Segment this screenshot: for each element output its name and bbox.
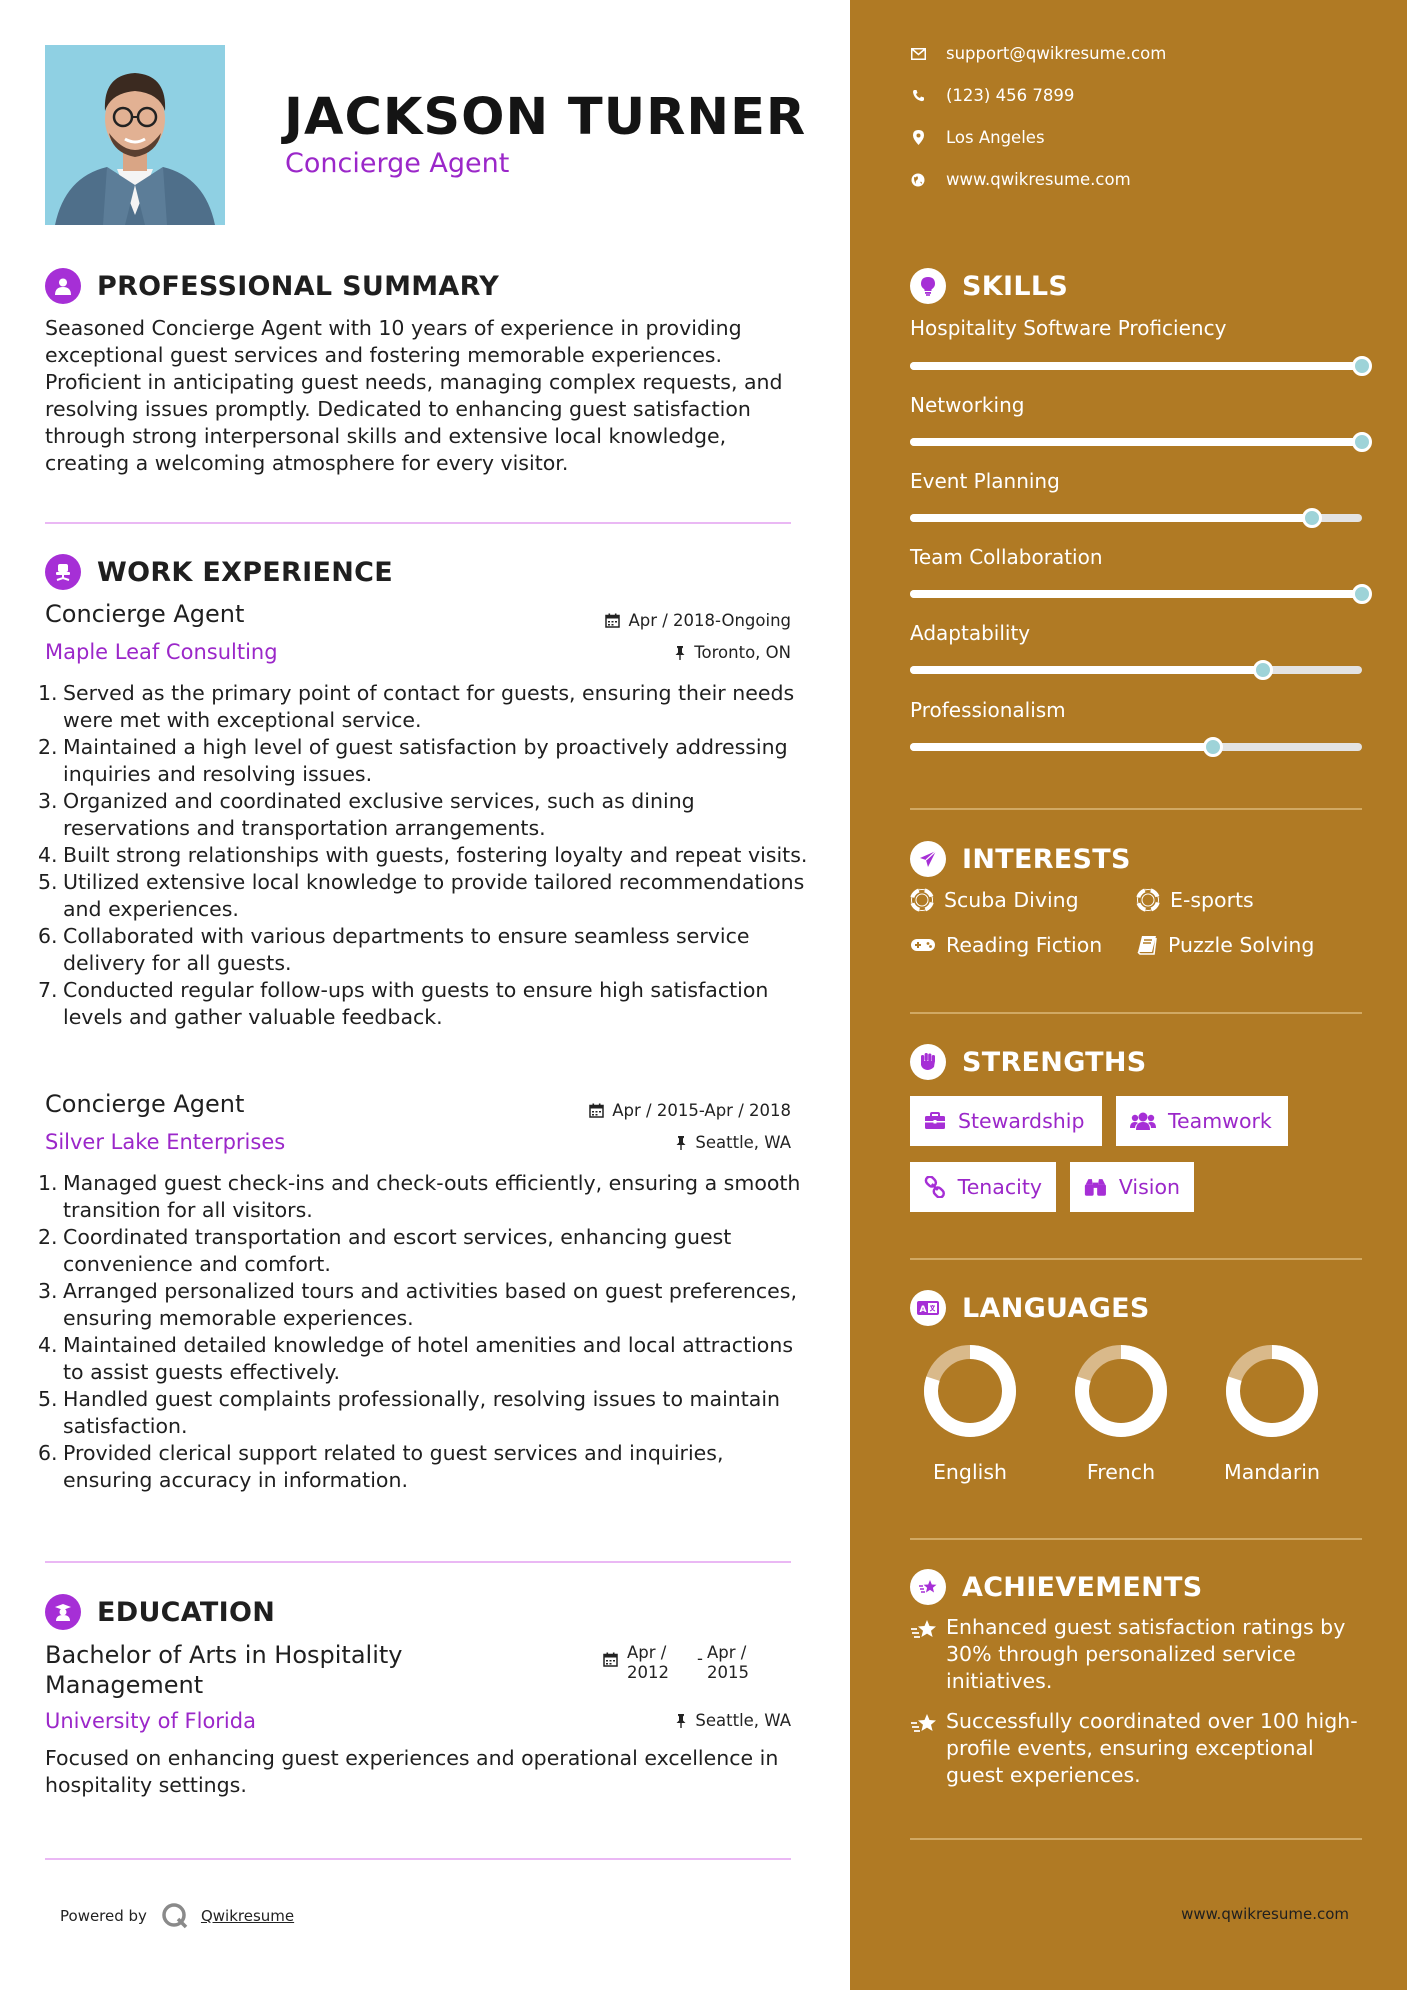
divider (910, 808, 1362, 810)
education-location-text: Seattle, WA (695, 1711, 791, 1730)
pin-icon (674, 645, 686, 660)
user-icon (45, 268, 81, 304)
skill-bar (910, 514, 1362, 522)
date-separator: - (697, 1649, 703, 1668)
strength-item (910, 1162, 1056, 1212)
strength-label: Stewardship (958, 1109, 1085, 1133)
language-name: English (932, 1460, 1008, 1484)
list-item: 3. Arranged personalized tours and activities based on guest preferences, ensuring memorable experiences. (38, 1279, 797, 1330)
office-chair-icon (45, 554, 81, 590)
language-item (1046, 1342, 1196, 1484)
phone-icon (912, 89, 925, 102)
list-item: 4. Built strong relationships with guests, fostering loyalty and repeat visits. (38, 843, 808, 867)
list-item: 4. Maintained detailed knowledge of hotel amenities and local attractions to assist guests effectively. (38, 1333, 794, 1384)
skill-knob (1352, 432, 1372, 452)
strength-item (1116, 1096, 1288, 1146)
qwikresume-logo-icon (161, 1902, 189, 1930)
skill-bar (910, 362, 1362, 370)
languages-heading (910, 1290, 1150, 1326)
location-text: Los Angeles (946, 128, 1045, 147)
strength-item (1070, 1162, 1194, 1212)
profile-photo (45, 45, 225, 225)
education-title: EDUCATION (97, 1596, 276, 1628)
strength-item (910, 1096, 1102, 1146)
language-name: French (1086, 1460, 1156, 1484)
list-item: 5. Utilized extensive local knowledge to provide tailored recommendations and experiences. (38, 870, 805, 921)
interest-label: E-sports (1170, 888, 1254, 912)
job-role: Concierge Agent (45, 600, 245, 628)
contact-location (910, 128, 1045, 147)
language-item (895, 1342, 1045, 1484)
list-item: 7. Conducted regular follow-ups with guests to ensure high satisfaction levels and gather valuable feedback. (38, 978, 769, 1029)
list-item: 1. Served as the primary point of contact for guests, ensuring their needs were met with exceptional service. (38, 681, 795, 732)
job-dates-text: Apr / 2015-Apr / 2018 (612, 1101, 791, 1120)
experience-title: WORK EXPERIENCE (97, 556, 393, 588)
achievement-item (910, 1708, 1370, 1789)
job-dates (605, 611, 791, 630)
skill-fill (910, 666, 1263, 674)
job-dates (589, 1101, 791, 1120)
education-end: Apr / 2015 (707, 1643, 749, 1682)
calendar-icon (605, 613, 620, 628)
graduate-icon (45, 1594, 81, 1630)
achievements-title: ACHIEVEMENTS (962, 1571, 1203, 1603)
job-location-text: Toronto, ON (694, 643, 791, 662)
location-icon (913, 130, 924, 145)
divider (910, 1538, 1362, 1540)
job-duties (38, 680, 808, 1031)
calendar-icon (603, 1652, 618, 1667)
footer-website[interactable]: www.qwikresume.com (1181, 1905, 1349, 1923)
shooting-star-icon (910, 1712, 938, 1736)
skill-name: Hospitality Software Proficiency (910, 316, 1227, 340)
job-duties (38, 1170, 808, 1494)
job-dates-text: Apr / 2018-Ongoing (628, 611, 791, 630)
job-role: Concierge Agent (45, 1090, 245, 1118)
list-item: 6. Collaborated with various departments to ensure seamless service delivery for all guests. (38, 924, 750, 975)
divider (45, 1858, 791, 1860)
summary-text: Seasoned Concierge Agent with 10 years of experience in providing exceptional guest services and fostering memorable experiences. Proficient in anticipating guest needs, managing complex requests, and resolving issues promptly. Dedicated to enhancing guest satisfaction through strong interpersonal skills and extensive local knowledge, creating a welcoming atmosphere for every visitor. (45, 316, 783, 475)
interest-item (1136, 933, 1314, 957)
achievement-text: Enhanced guest satisfaction ratings by 30% through personalized service initiatives. (946, 1615, 1346, 1693)
powered-by-label: Powered by (60, 1907, 147, 1925)
globe-icon (911, 173, 925, 187)
skills-title: SKILLS (962, 270, 1069, 302)
website-text[interactable]: www.qwikresume.com (946, 170, 1131, 189)
education-start: Apr / 2012 (627, 1643, 669, 1682)
qwikresume-link[interactable]: Qwikresume (200, 1907, 295, 1925)
divider (45, 1561, 791, 1563)
divider (910, 1838, 1362, 1840)
list-item: 2. Maintained a high level of guest satisfaction by proactively addressing inquiries and resolving issues. (38, 735, 788, 786)
interest-label: Puzzle Solving (1168, 933, 1315, 957)
interest-label: Reading Fiction (946, 933, 1103, 957)
skill-bar (910, 590, 1362, 598)
achievement-item (910, 1614, 1370, 1695)
shooting-star-icon (910, 1569, 946, 1605)
contact-website (910, 170, 1131, 189)
skill-fill (910, 362, 1362, 370)
skill-knob (1352, 356, 1372, 376)
interest-label: Scuba Diving (944, 888, 1079, 912)
interests-title: INTERESTS (962, 843, 1131, 875)
svg-text:A: A (919, 1305, 927, 1315)
skill-name: Event Planning (910, 469, 1060, 493)
job-location (675, 1133, 791, 1152)
strength-label: Tenacity (957, 1175, 1042, 1199)
pin-icon (675, 1135, 687, 1150)
skill-bar (910, 438, 1362, 446)
achievement-text: Successfully coordinated over 100 high-profile events, ensuring exceptional guest experiences. (946, 1709, 1358, 1787)
envelope-icon (911, 48, 926, 60)
list-item: 1. Managed guest check-ins and check-outs efficiently, ensuring a smooth transition for all visitors. (38, 1171, 801, 1222)
languages-title: LANGUAGES (962, 1292, 1150, 1324)
skill-name: Adaptability (910, 621, 1031, 645)
education-heading (45, 1594, 275, 1630)
shooting-star-icon (910, 1618, 938, 1642)
language-donut (1046, 1342, 1196, 1452)
skill-knob (1253, 660, 1273, 680)
briefcase-icon (924, 1112, 946, 1130)
achievements-heading (910, 1569, 1203, 1605)
job-company: Silver Lake Enterprises (45, 1130, 286, 1154)
list-item: 6. Provided clerical support related to guest services and inquiries, ensuring accuracy in information. (38, 1441, 724, 1492)
language-donut (895, 1342, 1045, 1452)
experience-heading (45, 554, 393, 590)
contact-email (910, 44, 1166, 63)
candidate-name: JACKSON TURNER (284, 88, 807, 147)
divider (45, 522, 791, 524)
list-item: 3. Organized and coordinated exclusive services, such as dining reservations and transportation arrangements. (38, 789, 695, 840)
school: University of Florida (45, 1709, 256, 1733)
life-ring-icon (910, 888, 934, 912)
degree: Bachelor of Arts in Hospitality Management (45, 1641, 403, 1699)
strengths-title: STRENGTHS (962, 1046, 1147, 1078)
skill-bar (910, 743, 1362, 751)
job-company: Maple Leaf Consulting (45, 640, 278, 664)
lightbulb-icon (910, 268, 946, 304)
book-icon (1136, 934, 1158, 956)
skill-fill (910, 438, 1362, 446)
skill-knob (1203, 737, 1223, 757)
education-description: Focused on enhancing guest experiences and operational excellence in hospitality settings. (45, 1746, 779, 1797)
job-location (674, 643, 791, 662)
skill-fill (910, 743, 1213, 751)
fist-icon (910, 1044, 946, 1080)
strength-label: Vision (1118, 1175, 1180, 1199)
strengths-heading (910, 1044, 1147, 1080)
paper-plane-icon (910, 841, 946, 877)
pin-icon (675, 1713, 687, 1728)
summary-title: PROFESSIONAL SUMMARY (97, 270, 500, 302)
skill-name: Networking (910, 393, 1025, 417)
users-icon (1130, 1111, 1156, 1131)
summary-heading (45, 268, 499, 304)
language-donut (1197, 1342, 1347, 1452)
phone-text: (123) 456 7899 (946, 86, 1075, 105)
skill-knob (1302, 508, 1322, 528)
candidate-title: Concierge Agent (285, 148, 510, 179)
sidebar (850, 0, 1407, 1990)
interests-heading (910, 841, 1131, 877)
skill-fill (910, 590, 1362, 598)
skill-name: Professionalism (910, 698, 1066, 722)
language-icon (910, 1290, 946, 1326)
skill-knob (1352, 584, 1372, 604)
strength-label: Teamwork (1168, 1109, 1272, 1133)
skill-fill (910, 514, 1312, 522)
skill-name: Team Collaboration (910, 545, 1103, 569)
contact-phone (910, 86, 1074, 105)
interest-item (910, 888, 1079, 912)
link-icon (924, 1176, 946, 1198)
education-location (675, 1711, 791, 1730)
powered-by (60, 1902, 294, 1930)
language-name: Mandarin (1224, 1460, 1320, 1484)
divider (910, 1012, 1362, 1014)
life-ring-icon (1136, 888, 1160, 912)
skill-bar (910, 666, 1362, 674)
gamepad-icon (910, 936, 936, 954)
binoculars-icon (1084, 1176, 1107, 1198)
education-dates (603, 1643, 757, 1683)
language-item (1197, 1342, 1347, 1484)
interest-item (910, 933, 1102, 957)
email-text[interactable]: support@qwikresume.com (946, 44, 1167, 63)
list-item: 5. Handled guest complaints professionally, resolving issues to maintain satisfaction. (38, 1387, 781, 1438)
divider (910, 1258, 1362, 1260)
list-item: 2. Coordinated transportation and escort services, enhancing guest convenience and comfort. (38, 1225, 732, 1276)
job-location-text: Seattle, WA (695, 1133, 791, 1152)
interest-item (1136, 888, 1254, 912)
skills-heading (910, 268, 1068, 304)
calendar-icon (589, 1103, 604, 1118)
